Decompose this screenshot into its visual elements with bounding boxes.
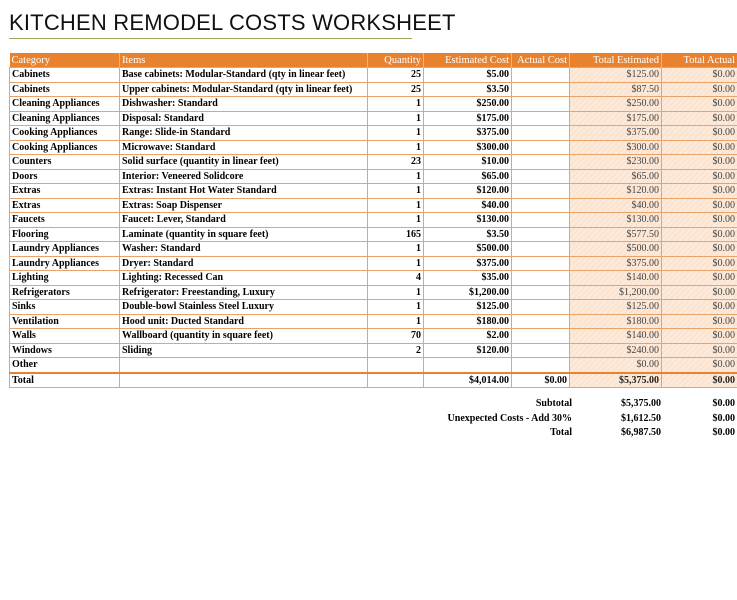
estimated-cost-cell[interactable]: $40.00 — [424, 198, 512, 213]
category-cell[interactable]: Extras — [10, 198, 120, 213]
item-cell[interactable]: Range: Slide-in Standard — [120, 126, 368, 141]
actual-cost-cell[interactable] — [512, 82, 570, 97]
total-estimated-cell[interactable]: $375.00 — [570, 126, 662, 141]
item-cell[interactable]: Microwave: Standard — [120, 140, 368, 155]
table-row — [10, 213, 737, 228]
total-actual-cell[interactable]: $0.00 — [662, 68, 737, 83]
estimated-cost-cell[interactable]: $500.00 — [424, 242, 512, 257]
table-row — [10, 140, 737, 155]
total-actual-cell[interactable]: $0.00 — [662, 97, 737, 112]
category-cell[interactable]: Cooking Appliances — [10, 126, 120, 141]
item-cell[interactable]: Faucet: Lever, Standard — [120, 213, 368, 228]
summary-block — [440, 398, 737, 442]
category-cell[interactable]: Doors — [10, 169, 120, 184]
category-cell[interactable]: Cabinets — [10, 82, 120, 97]
item-cell[interactable]: Refrigerator: Freestanding, Luxury — [120, 285, 368, 300]
total-actual-cell[interactable]: $0.00 — [662, 155, 737, 170]
total-estimated-cell[interactable]: $125.00 — [570, 300, 662, 315]
costs-table — [9, 53, 737, 388]
actual-cost-cell[interactable] — [512, 97, 570, 112]
category-cell[interactable]: Ventilation — [10, 314, 120, 329]
quantity-cell[interactable]: 1 — [368, 300, 424, 315]
total-estimated-cell[interactable]: $500.00 — [570, 242, 662, 257]
total-row — [10, 373, 737, 388]
estimated-cost-cell[interactable]: $125.00 — [424, 300, 512, 315]
quantity-cell[interactable]: 1 — [368, 140, 424, 155]
summary-estimated[interactable]: $5,375.00 — [621, 398, 661, 409]
total-actual-cell[interactable]: $0.00 — [662, 242, 737, 257]
item-cell[interactable]: Double-bowl Stainless Steel Luxury — [120, 300, 368, 315]
total-items-cell[interactable] — [120, 373, 368, 388]
actual-cost-cell[interactable] — [512, 227, 570, 242]
summary-row — [440, 427, 737, 442]
actual-cost-cell[interactable] — [512, 314, 570, 329]
table-header-row — [10, 53, 737, 68]
estimated-cost-cell[interactable] — [424, 358, 512, 373]
total-actual-cell[interactable]: $0.00 — [662, 314, 737, 329]
quantity-cell[interactable]: 1 — [368, 285, 424, 300]
category-cell[interactable]: Faucets — [10, 213, 120, 228]
actual-cost-cell[interactable] — [512, 155, 570, 170]
total-estimated-cell[interactable]: $65.00 — [570, 169, 662, 184]
actual-cost-cell[interactable] — [512, 184, 570, 199]
item-cell[interactable] — [120, 358, 368, 373]
total-estimated-cell[interactable]: $250.00 — [570, 97, 662, 112]
actual-cost-cell[interactable] — [512, 169, 570, 184]
total-estimated-cell[interactable]: $87.50 — [570, 82, 662, 97]
table-row — [10, 358, 737, 373]
estimated-cost-cell[interactable]: $10.00 — [424, 155, 512, 170]
summary-row — [440, 398, 737, 413]
category-cell[interactable]: Laundry Appliances — [10, 242, 120, 257]
total-estimated-cell[interactable]: $180.00 — [570, 314, 662, 329]
actual-cost-cell[interactable] — [512, 111, 570, 126]
quantity-cell[interactable]: 2 — [368, 343, 424, 358]
estimated-cost-cell[interactable]: $120.00 — [424, 184, 512, 199]
col-header-actual-cost[interactable]: Actual Cost — [512, 53, 570, 68]
actual-cost-cell[interactable] — [512, 198, 570, 213]
item-cell[interactable]: Base cabinets: Modular-Standard (qty in linear feet) — [120, 68, 368, 83]
table-row — [10, 126, 737, 141]
table-row — [10, 82, 737, 97]
total-estimated-cell[interactable]: $1,200.00 — [570, 285, 662, 300]
total-actual-cost[interactable]: $0.00 — [512, 373, 570, 388]
total-actual-cell[interactable]: $0.00 — [662, 126, 737, 141]
item-cell[interactable]: Laminate (quantity in square feet) — [120, 227, 368, 242]
total-label[interactable]: Total — [10, 373, 120, 388]
item-cell[interactable]: Lighting: Recessed Can — [120, 271, 368, 286]
total-actual-cell[interactable]: $0.00 — [662, 271, 737, 286]
summary-actual[interactable]: $0.00 — [712, 427, 735, 438]
actual-cost-cell[interactable] — [512, 285, 570, 300]
table-row — [10, 256, 737, 271]
total-actual-cell[interactable]: $0.00 — [662, 358, 737, 373]
total-estimated-cell[interactable]: $0.00 — [570, 358, 662, 373]
estimated-cost-cell[interactable]: $65.00 — [424, 169, 512, 184]
estimated-cost-cell[interactable]: $2.00 — [424, 329, 512, 344]
quantity-cell[interactable]: 1 — [368, 126, 424, 141]
table-row — [10, 242, 737, 257]
item-cell[interactable]: Extras: Soap Dispenser — [120, 198, 368, 213]
actual-cost-cell[interactable] — [512, 271, 570, 286]
category-cell[interactable]: Counters — [10, 155, 120, 170]
title-underline — [9, 38, 412, 39]
actual-cost-cell[interactable] — [512, 242, 570, 257]
total-qty-cell[interactable] — [368, 373, 424, 388]
total-estimated-cell[interactable]: $300.00 — [570, 140, 662, 155]
estimated-cost-cell[interactable]: $250.00 — [424, 97, 512, 112]
item-cell[interactable]: Disposal: Standard — [120, 111, 368, 126]
total-estimated-cell[interactable]: $120.00 — [570, 184, 662, 199]
quantity-cell[interactable]: 1 — [368, 242, 424, 257]
summary-row — [440, 413, 737, 428]
category-cell[interactable]: Walls — [10, 329, 120, 344]
actual-cost-cell[interactable] — [512, 358, 570, 373]
col-header-total-estimated[interactable]: Total Estimated — [570, 53, 662, 68]
quantity-cell[interactable]: 1 — [368, 97, 424, 112]
total-estimated-cell[interactable]: $40.00 — [570, 198, 662, 213]
category-cell[interactable]: Extras — [10, 184, 120, 199]
quantity-cell[interactable]: 1 — [368, 111, 424, 126]
summary-actual[interactable]: $0.00 — [712, 398, 735, 409]
quantity-cell[interactable] — [368, 358, 424, 373]
summary-label[interactable]: Unexpected Costs - Add 30% — [447, 412, 572, 424]
total-actual-cell[interactable]: $0.00 — [662, 329, 737, 344]
category-cell[interactable]: Cooking Appliances — [10, 140, 120, 155]
total-actual-cell[interactable]: $0.00 — [662, 256, 737, 271]
total-estimated-cell[interactable]: $577.50 — [570, 227, 662, 242]
total-estimated-cell[interactable]: $130.00 — [570, 213, 662, 228]
total-actual-cell[interactable]: $0.00 — [662, 227, 737, 242]
total-actual-cell[interactable]: $0.00 — [662, 213, 737, 228]
item-cell[interactable]: Hood unit: Ducted Standard — [120, 314, 368, 329]
total-actual-cell[interactable]: $0.00 — [662, 140, 737, 155]
table-row — [10, 300, 737, 315]
total-estimated-cell[interactable]: $125.00 — [570, 68, 662, 83]
summary-estimated[interactable]: $6,987.50 — [621, 427, 661, 438]
total-actual-cell[interactable]: $0.00 — [662, 169, 737, 184]
actual-cost-cell[interactable] — [512, 140, 570, 155]
total-estimated-cell[interactable]: $140.00 — [570, 271, 662, 286]
total-estimated-cell[interactable]: $140.00 — [570, 329, 662, 344]
table-row — [10, 97, 737, 112]
total-actual-cell[interactable]: $0.00 — [662, 300, 737, 315]
estimated-cost-cell[interactable]: $180.00 — [424, 314, 512, 329]
estimated-cost-cell[interactable]: $130.00 — [424, 213, 512, 228]
total-actual-cell[interactable]: $0.00 — [662, 111, 737, 126]
table-row — [10, 198, 737, 213]
col-header-estimated-cost[interactable]: Estimated Cost — [424, 53, 512, 68]
table-row — [10, 343, 737, 358]
category-cell[interactable]: Cleaning Appliances — [10, 111, 120, 126]
item-cell[interactable]: Interior: Veneered Solidcore — [120, 169, 368, 184]
quantity-cell[interactable]: 165 — [368, 227, 424, 242]
total-estimated-cell[interactable]: $230.00 — [570, 155, 662, 170]
table-row — [10, 169, 737, 184]
table-body — [10, 68, 737, 373]
total-estimated-cost[interactable]: $4,014.00 — [424, 373, 512, 388]
total-estimated-cell[interactable]: $375.00 — [570, 256, 662, 271]
actual-cost-cell[interactable] — [512, 256, 570, 271]
worksheet-title: KITCHEN REMODEL COSTS WORKSHEET — [9, 10, 456, 35]
item-cell[interactable]: Extras: Instant Hot Water Standard — [120, 184, 368, 199]
quantity-cell[interactable]: 1 — [368, 256, 424, 271]
table-row — [10, 314, 737, 329]
quantity-cell[interactable]: 25 — [368, 82, 424, 97]
estimated-cost-cell[interactable]: $3.50 — [424, 227, 512, 242]
estimated-cost-cell[interactable]: $5.00 — [424, 68, 512, 83]
actual-cost-cell[interactable] — [512, 213, 570, 228]
category-cell[interactable]: Cleaning Appliances — [10, 97, 120, 112]
summary-label[interactable]: Total — [550, 427, 572, 438]
summary-estimated[interactable]: $1,612.50 — [621, 412, 661, 424]
total-actual-cell[interactable]: $0.00 — [662, 285, 737, 300]
category-cell[interactable]: Laundry Appliances — [10, 256, 120, 271]
category-cell[interactable]: Windows — [10, 343, 120, 358]
table-row — [10, 329, 737, 344]
total-total-actual[interactable]: $0.00 — [662, 373, 737, 388]
estimated-cost-cell[interactable]: $300.00 — [424, 140, 512, 155]
col-header-quantity[interactable]: Quantity — [368, 53, 424, 68]
item-cell[interactable]: Dryer: Standard — [120, 256, 368, 271]
quantity-cell[interactable]: 70 — [368, 329, 424, 344]
estimated-cost-cell[interactable]: $35.00 — [424, 271, 512, 286]
quantity-cell[interactable]: 1 — [368, 314, 424, 329]
quantity-cell[interactable]: 1 — [368, 198, 424, 213]
category-cell[interactable]: Flooring — [10, 227, 120, 242]
category-cell[interactable]: Sinks — [10, 300, 120, 315]
col-header-total-actual[interactable]: Total Actual — [662, 53, 737, 68]
quantity-cell[interactable]: 1 — [368, 213, 424, 228]
total-actual-cell[interactable]: $0.00 — [662, 343, 737, 358]
total-total-estimated[interactable]: $5,375.00 — [570, 373, 662, 388]
quantity-cell[interactable]: 23 — [368, 155, 424, 170]
item-cell[interactable]: Washer: Standard — [120, 242, 368, 257]
estimated-cost-cell[interactable]: $120.00 — [424, 343, 512, 358]
category-cell[interactable]: Cabinets — [10, 68, 120, 83]
col-header-category[interactable]: Category — [10, 53, 120, 68]
estimated-cost-cell[interactable]: $1,200.00 — [424, 285, 512, 300]
estimated-cost-cell[interactable]: $3.50 — [424, 82, 512, 97]
item-cell[interactable]: Solid surface (quantity in linear feet) — [120, 155, 368, 170]
table-row — [10, 111, 737, 126]
summary-actual[interactable]: $0.00 — [712, 412, 735, 424]
table-row — [10, 155, 737, 170]
table-row — [10, 285, 737, 300]
table-row — [10, 68, 737, 83]
col-header-items[interactable]: Items — [120, 53, 368, 68]
table-row — [10, 271, 737, 286]
quantity-cell[interactable]: 1 — [368, 184, 424, 199]
estimated-cost-cell[interactable]: $375.00 — [424, 126, 512, 141]
category-cell[interactable]: Refrigerators — [10, 285, 120, 300]
quantity-cell[interactable]: 25 — [368, 68, 424, 83]
item-cell[interactable]: Upper cabinets: Modular-Standard (qty in linear feet) — [120, 82, 368, 97]
table-row — [10, 184, 737, 199]
actual-cost-cell[interactable] — [512, 68, 570, 83]
summary-label[interactable]: Subtotal — [535, 398, 572, 409]
actual-cost-cell[interactable] — [512, 126, 570, 141]
item-cell[interactable]: Wallboard (quantity in square feet) — [120, 329, 368, 344]
total-estimated-cell[interactable]: $240.00 — [570, 343, 662, 358]
estimated-cost-cell[interactable]: $375.00 — [424, 256, 512, 271]
category-cell[interactable]: Lighting — [10, 271, 120, 286]
estimated-cost-cell[interactable]: $175.00 — [424, 111, 512, 126]
actual-cost-cell[interactable] — [512, 300, 570, 315]
total-actual-cell[interactable]: $0.00 — [662, 184, 737, 199]
total-actual-cell[interactable]: $0.00 — [662, 198, 737, 213]
table-row — [10, 227, 737, 242]
item-cell[interactable]: Sliding — [120, 343, 368, 358]
category-cell[interactable]: Other — [10, 358, 120, 373]
quantity-cell[interactable]: 1 — [368, 169, 424, 184]
quantity-cell[interactable]: 4 — [368, 271, 424, 286]
actual-cost-cell[interactable] — [512, 329, 570, 344]
item-cell[interactable]: Dishwasher: Standard — [120, 97, 368, 112]
total-estimated-cell[interactable]: $175.00 — [570, 111, 662, 126]
total-actual-cell[interactable]: $0.00 — [662, 82, 737, 97]
actual-cost-cell[interactable] — [512, 343, 570, 358]
